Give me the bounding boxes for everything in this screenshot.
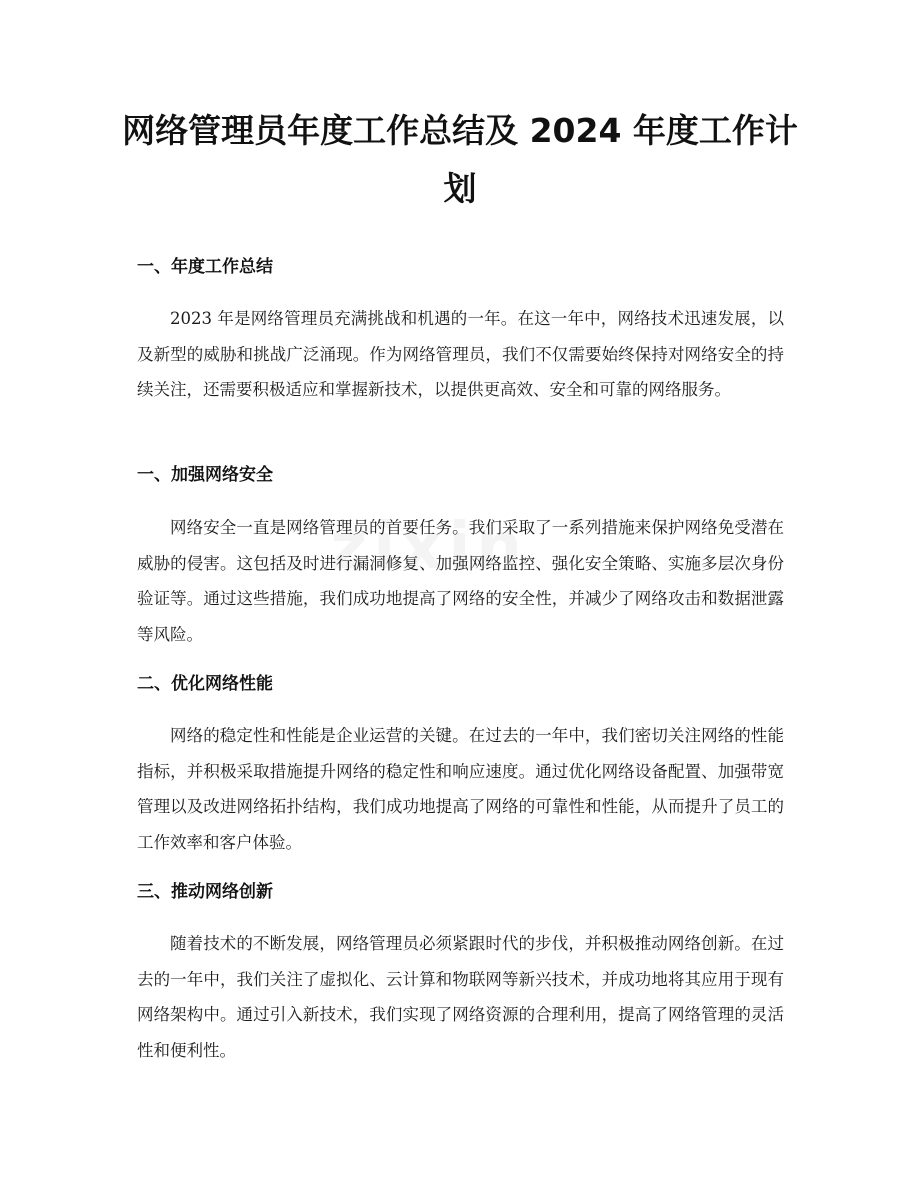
section-paragraph-annual-summary: 2023 年是网络管理员充满挑战和机遇的一年。在这一年中，网络技术迅速发展，以及新型的威胁和挑战广泛涌现。作为网络管理员，我们不仅需要始终保持对网络安全的持续关注，还需要积极适应和掌握新技术，以提供更高效、安全和可靠的网络服务。 [137,309,784,399]
section-heading-network-security: 一、加强网络安全 [137,465,273,485]
section-heading-annual-summary: 一、年度工作总结 [137,257,273,277]
document-title: 网络管理员年度工作总结及 2024 年度工作计划 [122,111,798,208]
section-paragraph-network-performance: 网络的稳定性和性能是企业运营的关键。在过去的一年中，我们密切关注网络的性能指标，并积极采取措施提升网络的稳定性和响应速度。通过优化网络设备配置、加强带宽管理以及改进网络拓扑结构，我们成功地提高了网络的可靠性和性能，从而提升了员工的工作效率和客户体验。 [137,726,784,852]
section-heading-network-performance: 二、优化网络性能 [137,674,273,694]
section-heading-network-innovation: 三、推动网络创新 [137,882,273,902]
section-paragraph-network-innovation: 随着技术的不断发展，网络管理员必须紧跟时代的步伐，并积极推动网络创新。在过去的一年中，我们关注了虚拟化、云计算和物联网等新兴技术，并成功地将其应用于现有网络架构中。通过引入新技术，我们实现了网络资源的合理利用，提高了网络管理的灵活性和便利性。 [137,934,784,1060]
section-paragraph-network-security: 网络安全一直是网络管理员的首要任务。我们采取了一系列措施来保护网络免受潜在威胁的侵害。这包括及时进行漏洞修复、加强网络监控、强化安全策略、实施多层次身份验证等。通过这些措施，我们成功地提高了网络的安全性，并减少了网络攻击和数据泄露等风险。 [137,518,784,644]
